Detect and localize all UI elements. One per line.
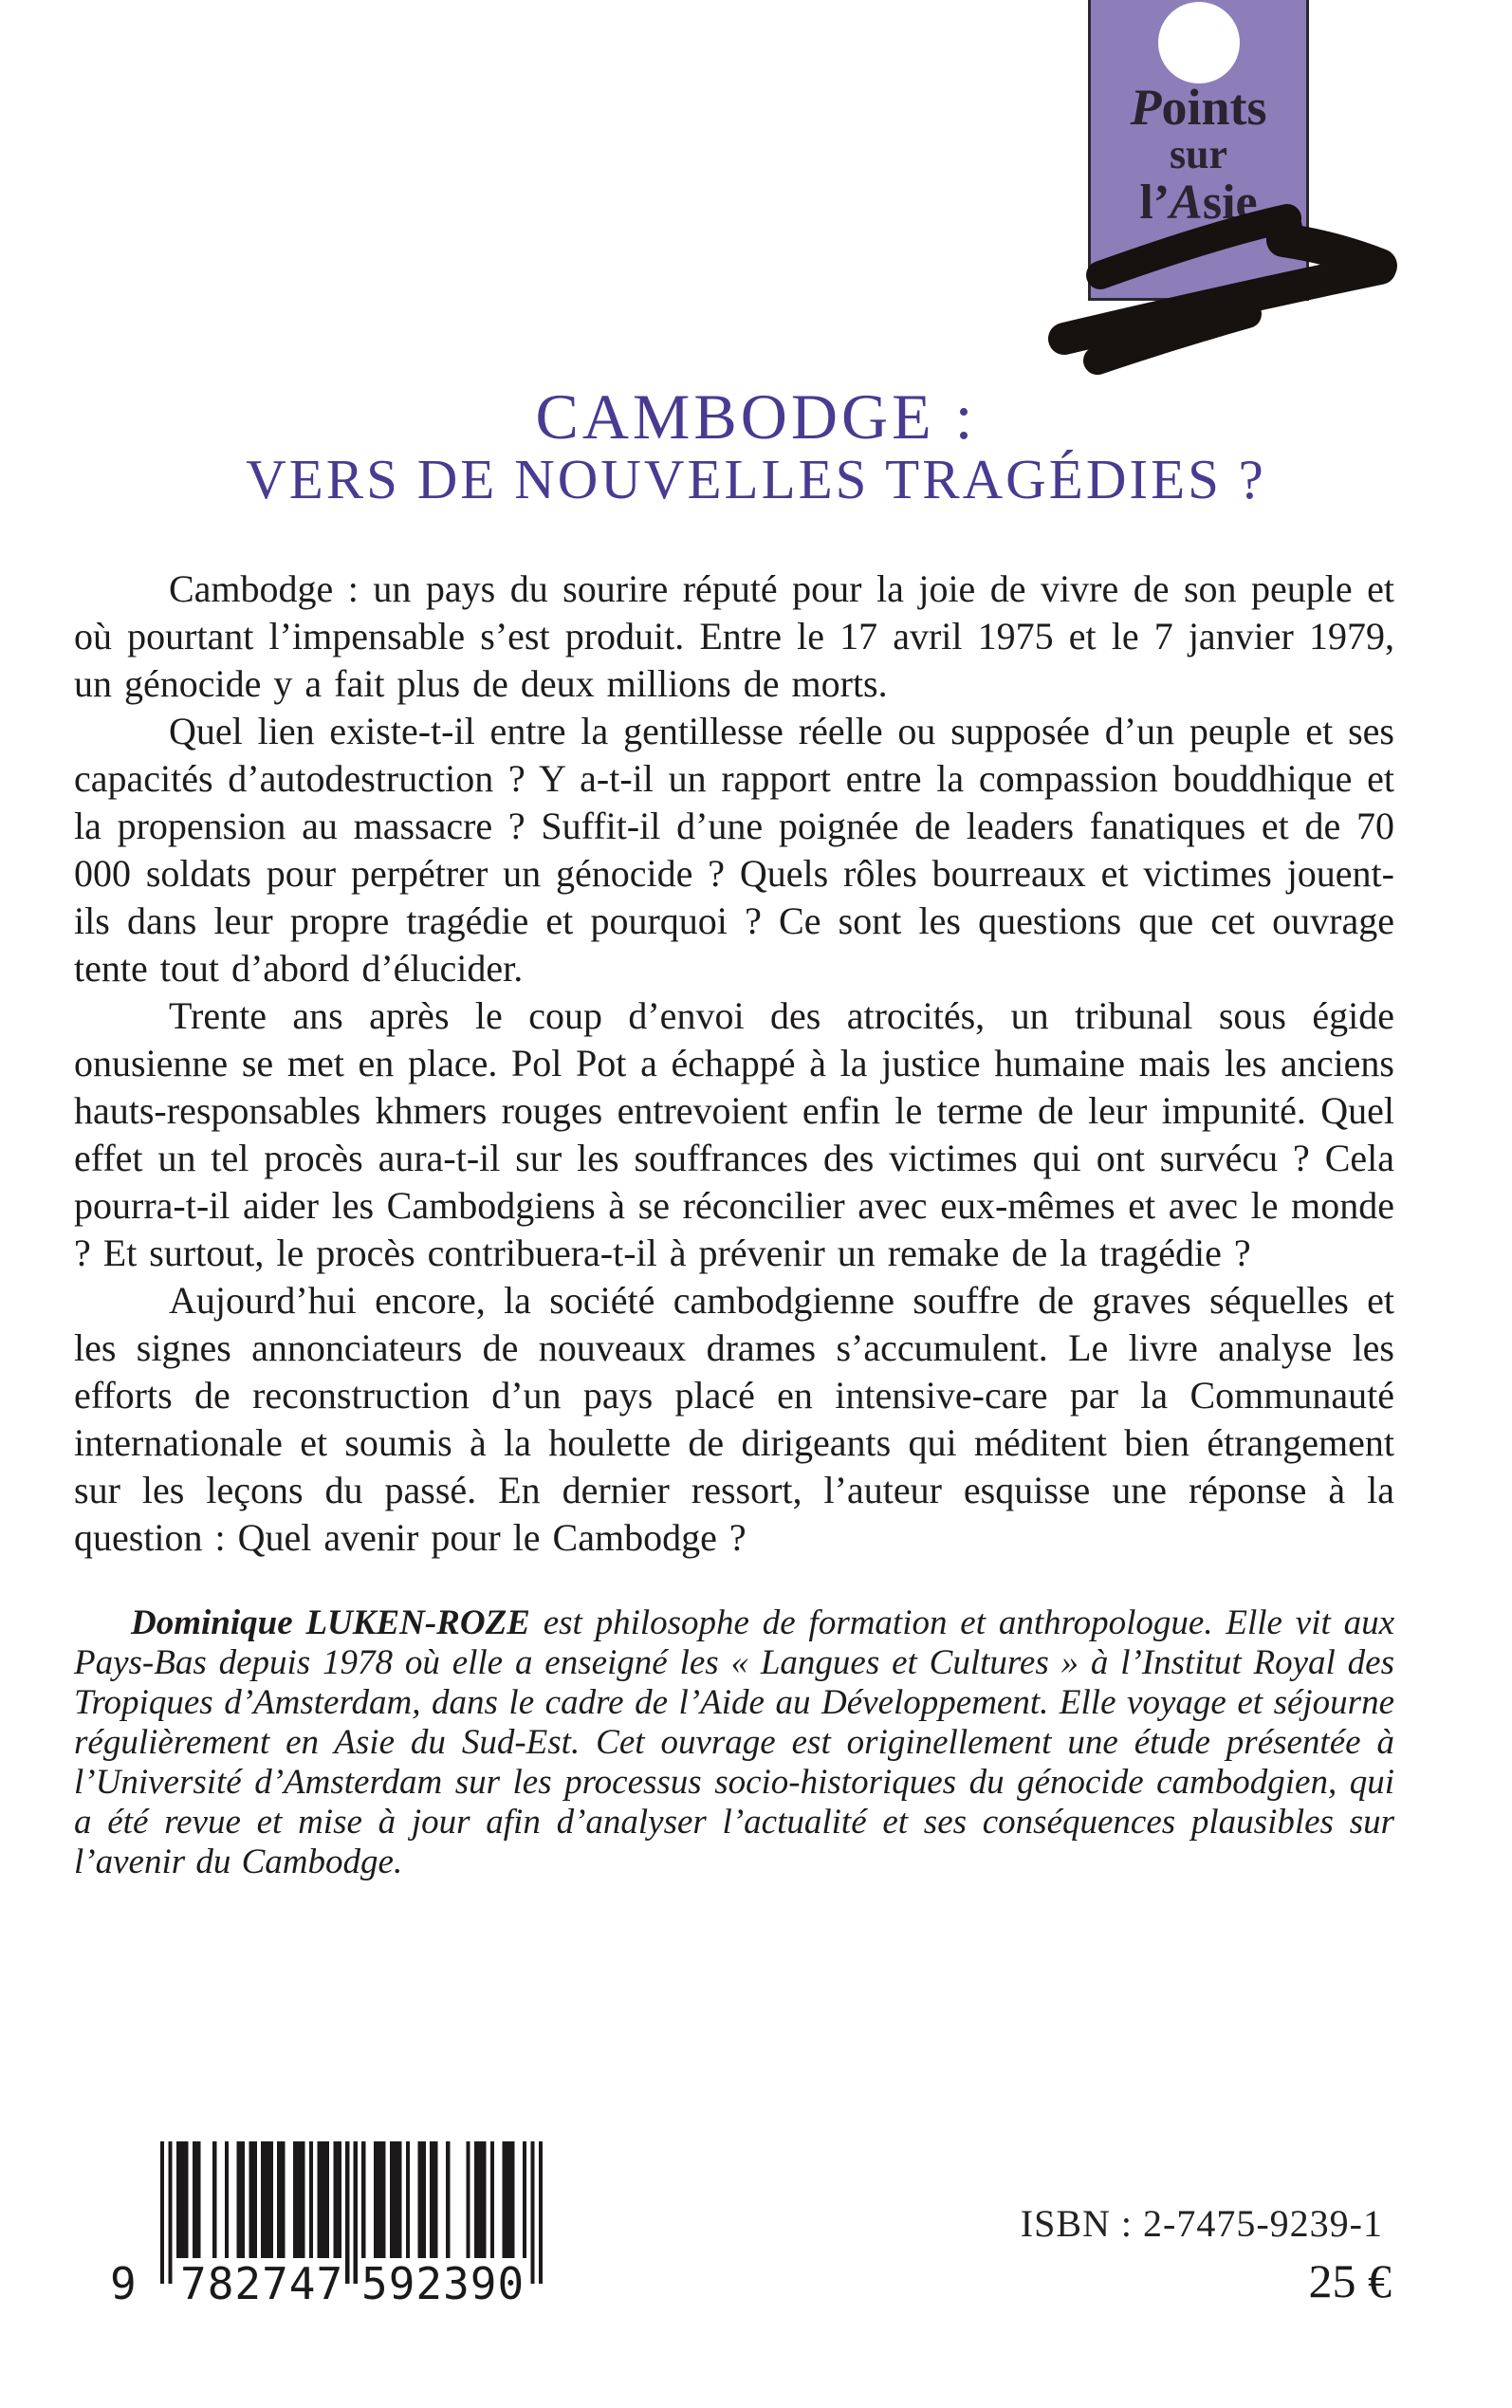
synopsis-paragraph: Quel lien existe-t-il entre la gentillesse réelle ou supposée d’un peuple et ses capacités d’autodestruction ? Y a-t-il un rapport entre la compassion bouddhique et la propension au massacre ? Suffit-il d’une poignée de leaders fanatiques et de 70 000 soldats pour perpétrer un génocide ? Quels rôles bourreaux et victimes jouent-ils dans leur propre tragédie et pourquoi ? Ce sont les questions que cet ouvrage tente tout d’abord d’élucider. xyxy=(74,710,1394,990)
tag-asie-initial: A xyxy=(1170,176,1203,230)
author-bio-text: est philosophe de formation et anthropologue. Elle vit aux Pays-Bas depuis 1978 où elle a enseigné les « Langues et Cultures » à l’Institut Royal des Tropiques d’Amsterdam, dans le cadre de l’Aide au Développement. Elle voyage et séjourne régulièrement en Asie du Sud-Est. Cet ouvrage est originellement une étude présentée à l’Université d’Amsterdam sur les processus socio-historiques du génocide cambodgien, qui a été revue et mise à jour afin d’analyser l’actualité et ses conséquences plausibles sur l’avenir du Cambodge. xyxy=(74,1603,1395,1881)
author-name: Dominique LUKEN-ROZE xyxy=(131,1603,530,1642)
barcode-left-digits: 782747 xyxy=(180,2258,344,2309)
book-title: CAMBODGE : xyxy=(535,380,977,453)
back-cover-text xyxy=(74,565,1394,1882)
barcode-system-digit: 9 xyxy=(110,2258,138,2309)
tag-points-initial: P xyxy=(1130,79,1162,136)
tag-hole xyxy=(1158,2,1240,83)
tag-asie-prefix: l’ xyxy=(1139,176,1171,230)
synopsis-paragraph: Trente ans après le coup d’envoi des atrocités, un tribunal sous égide onusienne se met en place. Pol Pot a échappé à la justice humaine mais les anciens hauts-responsables khmers rouges entrevoient enfin le terme de leur impunité. Quel effet un tel procès aura-t-il sur les souffrances des victimes qui ont survécu ? Cela pourra-t-il aider les Cambodgiens à se réconcilier avec eux-mêmes et avec le monde ? Et surtout, le procès contribuera-t-il à prévenir un remake de la tragédie ? xyxy=(74,994,1394,1274)
tag-line-points xyxy=(1091,79,1306,136)
tag-asie-rest: sie xyxy=(1202,176,1258,230)
synopsis-paragraph: Aujourd’hui encore, la société cambodgienne souffre de graves séquelles et les signes annonciateurs de nouveaux drames s’accumulent. Le livre analyse les efforts de reconstruction d’un pays placé en intensive-care par la Communauté internationale et soumis à la houlette de dirigeants qui méditent bien étrangement sur les leçons du passé. En dernier ressort, l’auteur esquisse une réponse à la question : Quel avenir pour le Cambodge ? xyxy=(74,1279,1394,1559)
barcode-right-digits: 592390 xyxy=(361,2258,526,2309)
isbn-label: ISBN : 2-7475-9239-1 xyxy=(1020,2202,1383,2245)
book-subtitle: VERS DE NOUVELLES TRAGÉDIES ? xyxy=(246,448,1266,510)
tag-line-sur: sur xyxy=(1169,131,1228,177)
brush-swoosh-icon xyxy=(1020,185,1418,403)
price-label: 25 € xyxy=(1308,2254,1392,2307)
tag-points-rest: oints xyxy=(1161,79,1267,136)
synopsis-paragraph: Cambodge : un pays du sourire réputé pour la joie de vivre de son peuple et où pourtant l’impensable s’est produit. Entre le 17 avril 1975 et le 7 janvier 1979, un génocide y a fait plus de deux millions de morts. xyxy=(74,567,1394,705)
author-bio xyxy=(74,1603,1394,1882)
